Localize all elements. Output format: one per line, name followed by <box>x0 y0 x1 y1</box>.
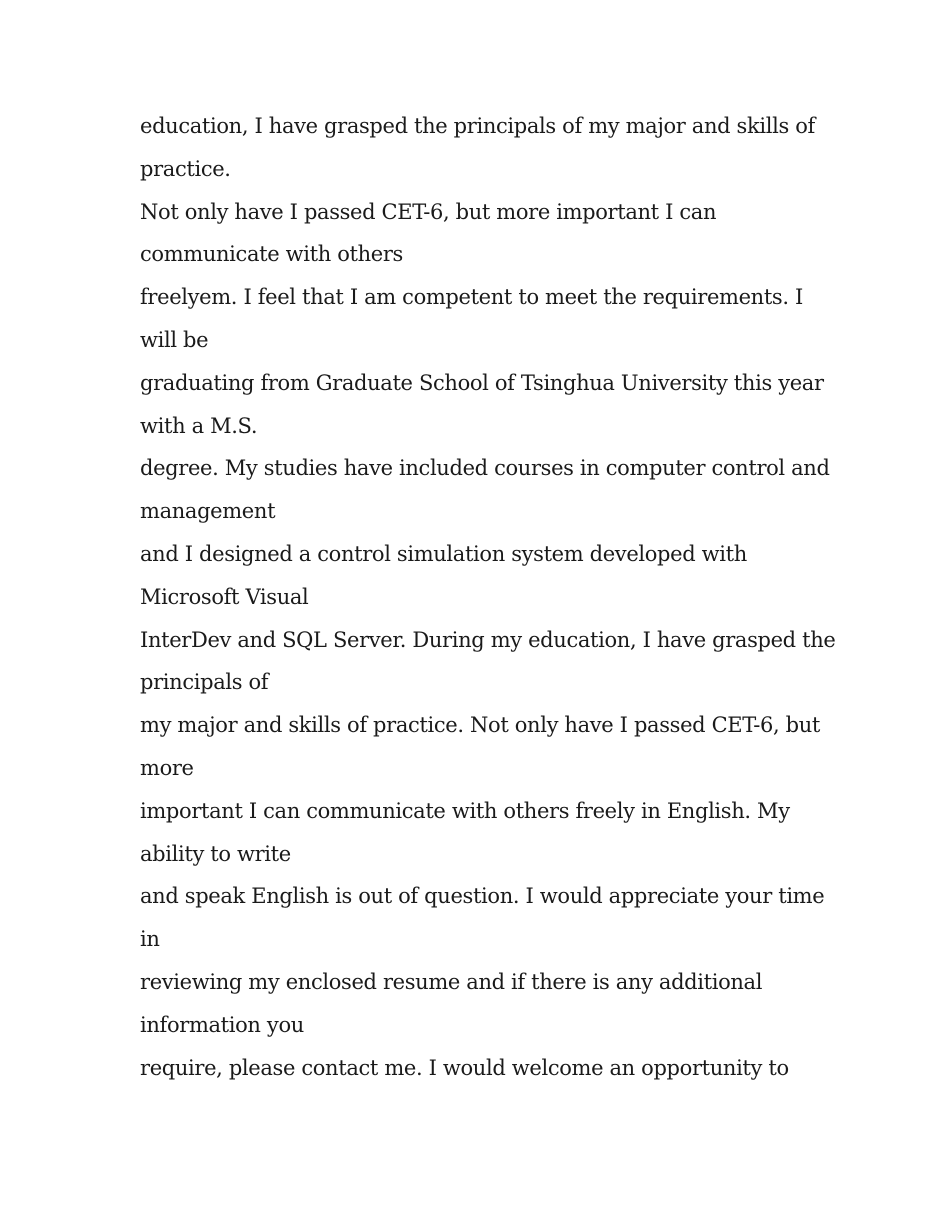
text-line: with a M.S. <box>140 413 258 438</box>
text-line: Not only have I passed CET-6, but more important I can <box>140 199 717 224</box>
body-text <box>140 105 836 1089</box>
text-line: Microsoft Visual <box>140 584 309 609</box>
text-line: freelyem. I feel that I am competent to meet the requirements. I <box>140 285 803 310</box>
text-line: and speak English is out of question. I would appreciate your time <box>140 884 825 909</box>
text-line: more <box>140 755 194 780</box>
text-line: InterDev and SQL Server. During my education, I have grasped the <box>140 627 836 652</box>
text-line: practice. <box>140 156 231 181</box>
text-line: reviewing my enclosed resume and if there is any additional <box>140 969 763 994</box>
text-line: graduating from Graduate School of Tsinghua University this year <box>140 370 824 395</box>
text-line: communicate with others <box>140 242 403 267</box>
text-line: in <box>140 927 160 952</box>
text-line: ability to write <box>140 841 291 866</box>
text-line: principals of <box>140 670 269 695</box>
text-line: my major and skills of practice. Not only have I passed CET-6, but <box>140 713 820 738</box>
text-line: and I designed a control simulation system developed with <box>140 541 747 566</box>
text-line: important I can communicate with others freely in English. My <box>140 798 790 823</box>
text-line: degree. My studies have included courses in computer control and <box>140 456 830 481</box>
text-line: education, I have grasped the principals of my major and skills of <box>140 114 815 138</box>
text-line: management <box>140 499 276 524</box>
text-line: information you <box>140 1012 304 1037</box>
text-line: require, please contact me. I would welcome an opportunity to <box>140 1055 789 1080</box>
text-line: will be <box>140 327 209 352</box>
